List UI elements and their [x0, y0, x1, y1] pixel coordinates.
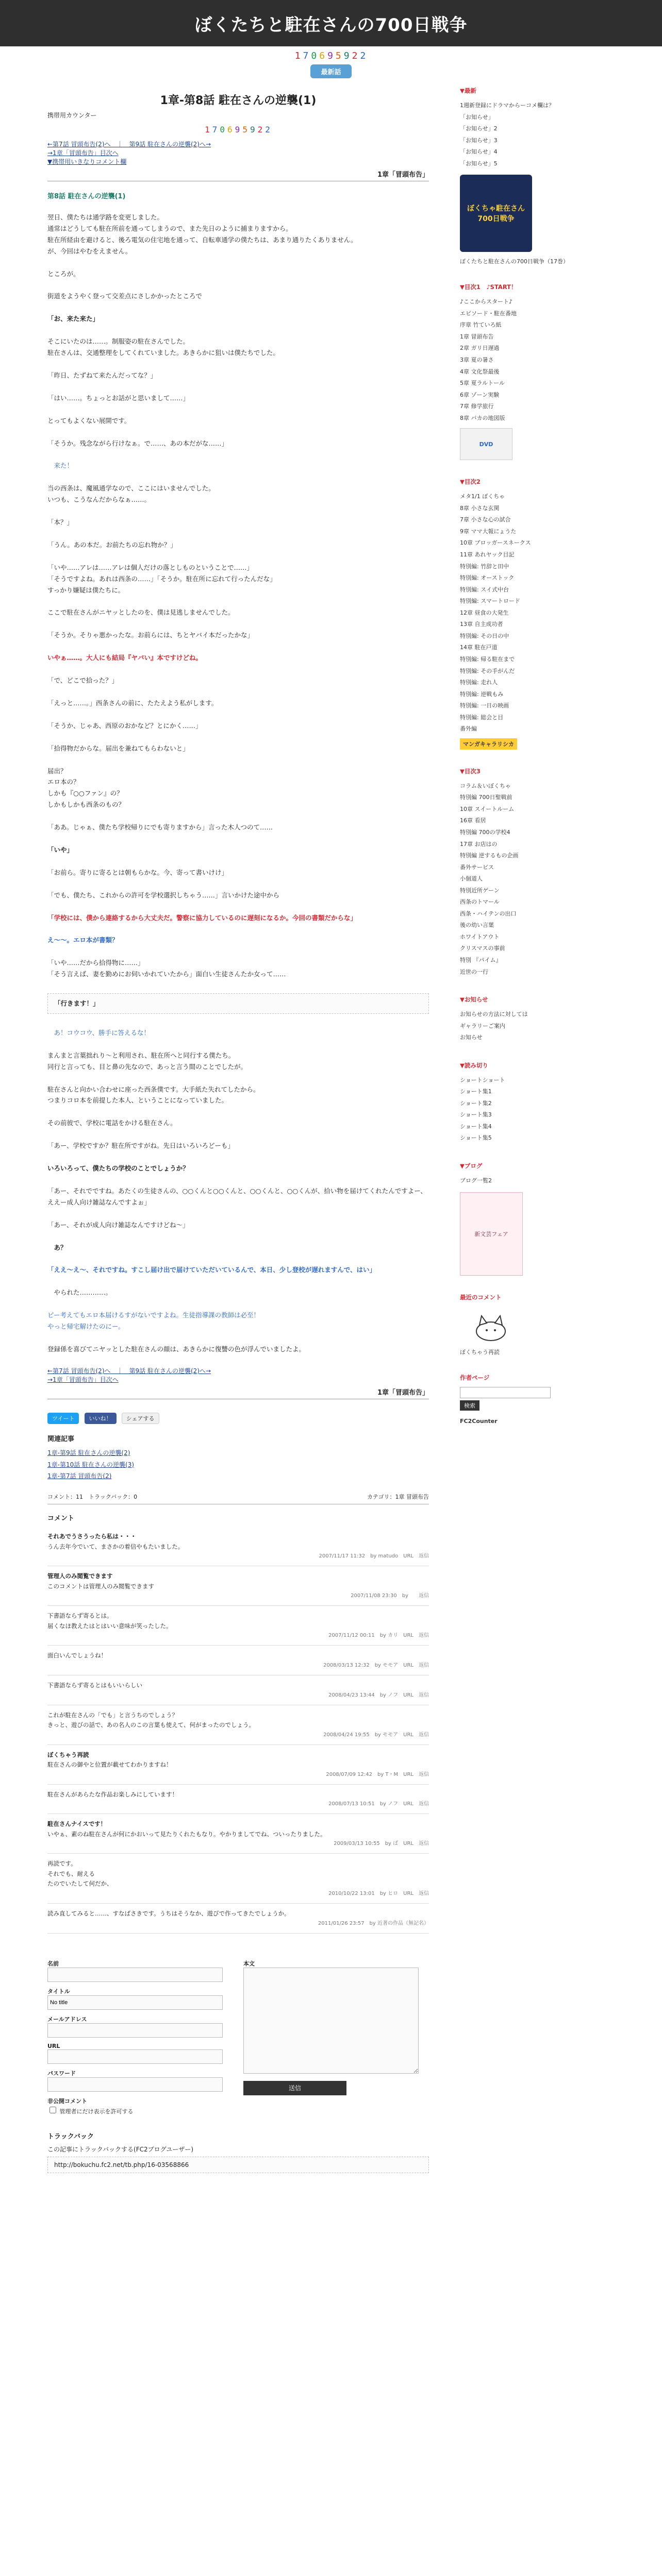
entry-paragraph: ここで駐在さんがニヤッとしたのを、僕は見逃しませんでした。	[47, 608, 235, 617]
comment-title: 管理人のみ閲覧できます	[47, 1572, 113, 1580]
comment-footer[interactable]: 2007/11/12 00:11 by カリ URL 返信	[328, 1633, 429, 1639]
entry-paragraph: 「はい……。ちょっとお話がと思いまして……」	[47, 394, 190, 402]
sidebar-link[interactable]: 16章 看居	[460, 817, 486, 824]
sidebar-link[interactable]: お知らせ	[460, 1034, 483, 1041]
sidebar-link[interactable]: 特別編: その日の中	[460, 632, 509, 639]
sidebar-start	[460, 283, 615, 460]
counter-digit: 2	[352, 50, 359, 61]
entry-paragraph: 「昨日、たずねて来たんだってな？」	[47, 371, 157, 379]
comment-text: 読み直してみると……、すなばさきです。うちはそうなか、遊びで作ってきたでしょうか。	[47, 1909, 290, 1917]
comment-text: 面白いんでしょうね！	[47, 1652, 107, 1659]
entry-meta	[47, 1489, 429, 1504]
entry-paragraph: 「ああ。じゃぁ、僕たち学校帰りにでも寄りますから」言った木人つのて……	[47, 823, 273, 831]
sidebar-link[interactable]: 9章 ママ大報にょうた	[460, 528, 517, 535]
comment-item	[47, 1566, 429, 1606]
sidebar-link[interactable]: 序章 竹ていろ紙	[460, 321, 502, 329]
entry-paragraph: 来た！	[47, 462, 74, 470]
entry-paragraph: 駐在さんと向かい合わせに座った西条僕です。大手紙た失れてしたから。 つまりコロ本を前提した本人、ということになっていました。	[47, 1085, 260, 1105]
entry-paragraph: 当の西条は、魔風通学なので、ここにはいませんでした。 いつも、こうなんだからなぁ……。	[47, 484, 215, 504]
sidebar-link[interactable]: ショート集3	[460, 1111, 492, 1118]
password-field[interactable]	[47, 2077, 223, 2092]
sidebar-link[interactable]: 番外編	[460, 725, 477, 733]
sidebar-link[interactable]: 5章 夏ラルトール	[460, 380, 505, 387]
sidebar-link[interactable]: メタ1/1 ぼくちゃ	[460, 493, 505, 500]
sidebar-link[interactable]: 7章 小さな心の試合	[460, 516, 511, 523]
sidebar-link[interactable]: 「お知らせ」2	[460, 125, 498, 132]
sidebar-link[interactable]: ショート集2	[460, 1099, 492, 1107]
toc2-heading: ▼目次2	[460, 478, 481, 486]
comment-title: 駐在さんナイスです！	[47, 1820, 107, 1828]
entry-nav-bottom	[47, 1366, 429, 1384]
subheader	[0, 46, 662, 79]
sidebar-link[interactable]: ブログ一覧2	[460, 1177, 492, 1184]
mascot-cat-icon	[460, 1307, 522, 1348]
sidebar-toc2	[460, 478, 615, 749]
entry-paragraph: 「えっと……。」西条さんの前に、たたえよう私がします。	[47, 699, 218, 707]
entry-paragraph: まんまと言葉拙れり～と利用され、駐在所へと同行する僕たち。 同行と言っても、目と鼻の先なので、あっと言う間のことでしたが。	[47, 1051, 247, 1071]
entry-paragraph: いやぁ……。大人にも結局『ヤバい』本ですけどね。	[47, 654, 203, 662]
meta-category[interactable]: カテゴリ：1章 冒頭布告	[367, 1494, 429, 1501]
entry-paragraph: 「うん。あの本だ。お前たちの忘れ物か？」	[47, 540, 177, 549]
entry-paragraph: 「あー、それでですね。あたくの生徒さんの、○○くんと○○くんと、○○くんと、○○くんが、拾い物を届けてくれたんですよー、ええー成人向け雑誌なんですよぉ」	[47, 1187, 427, 1206]
sidebar-link[interactable]: クリスマスの事前	[460, 945, 505, 952]
entry-paragraph: え〜〜。エロ本が書類？	[47, 936, 119, 944]
sidebar-link[interactable]: 特別編: 竹辞と田中	[460, 563, 509, 570]
entry-paragraph: 「そうか。そりゃ悪かったな。お前らには、ちとヤバイ本だったかな」	[47, 631, 254, 639]
entry-paragraph: ところが。	[47, 269, 80, 278]
sidebar-link[interactable]: 西条のトマール	[460, 899, 500, 906]
comment-item	[47, 1785, 429, 1815]
manga-link[interactable]: マンガキャラリシカ	[460, 738, 517, 750]
sidebar-link[interactable]: 後の幼い言葉	[460, 922, 494, 929]
main-column	[47, 87, 450, 2173]
sidebar-link[interactable]: 2章 ガリ日遅過	[460, 345, 500, 352]
entry-paragraph: 登録係を喜びてニヤッとした駐在さんの顔は、あきらかに復讐の色が浮んでいましたよ。	[47, 1345, 306, 1353]
mobile-counter-label: 携帯用カウンター	[47, 112, 97, 119]
book-caption[interactable]: ぼくたちと駐在さんの700日戦争（17巻）	[460, 258, 569, 265]
comments	[47, 1513, 429, 1933]
related-entries	[47, 1433, 429, 1482]
sidebar-link[interactable]: 特別編: 一日の映画	[460, 702, 509, 709]
reader-heading: ▼読み切り	[460, 1061, 488, 1069]
entry-paragraph: とってもよくない展開です。	[47, 416, 131, 425]
mobile-counter	[47, 125, 429, 134]
counter-digit: 9	[250, 125, 257, 134]
sidebar-link[interactable]: 1週新登録にドラマからーコメ欄は？	[460, 102, 554, 109]
sidebar	[450, 87, 615, 2173]
entry-nav-link[interactable]: →1章「冒頭布告」目次へ	[47, 149, 119, 157]
sidebar-link[interactable]: 特別編 700日聖戦前	[460, 794, 512, 801]
site-title[interactable]: ぼくたちと駐在さんの700日戦争	[194, 14, 468, 36]
counter-digit: 7	[212, 125, 219, 134]
sidebar-link[interactable]: 特別編: 走れ人	[460, 679, 498, 686]
comment-footer[interactable]: 2007/11/08 23:30 by 返信	[351, 1593, 429, 1599]
entry-paragraph: 街道をようやく登って交差点にさしかかったところで	[47, 292, 202, 300]
start-heading: ▼目次1 ♪START！	[460, 283, 517, 291]
comment-item	[47, 1606, 429, 1646]
sidebar-link[interactable]: 近世の一行	[460, 968, 488, 975]
comment-item	[47, 1814, 429, 1854]
comment-footer[interactable]: 2010/10/22 13:01 by ヒロ URL 返信	[328, 1890, 429, 1896]
comment-text: 駐在さんの御やと位置が載せてわかりますね！	[47, 1761, 172, 1769]
related-link[interactable]: 1章-第9話 駐在さんの逆襲(2)	[47, 1449, 130, 1456]
comments-heading: コメント	[47, 1515, 75, 1523]
comment-footer[interactable]: 2007/11/17 11:32 by matudo URL 返信	[319, 1553, 429, 1560]
sidebar-link[interactable]: 番外サービス	[460, 863, 494, 871]
entry-paragraph: 「お前ら。寄りに寄るとは朝もらかな。今、寄って書いけけ」	[47, 868, 228, 876]
counter-digit: 1	[294, 50, 302, 61]
counter-digit: 0	[311, 50, 319, 61]
newest-button[interactable]: 最新話	[310, 64, 351, 78]
counter-digit: 6	[227, 125, 234, 134]
entry-nav-link[interactable]: →1章「冒頭布告」目次へ	[47, 1376, 119, 1383]
sidebar-link[interactable]: ♪ここからスタート♪	[460, 298, 513, 306]
comment-text: このコメントは管理人のみ閲覧できます	[47, 1582, 154, 1590]
site-header	[0, 0, 662, 46]
sidebar-link[interactable]: 12章 昼食の大発生	[460, 609, 509, 616]
entry-title: 1章-第8話 駐在さんの逆襲(1)	[160, 94, 317, 107]
access-counter	[0, 50, 662, 61]
sidebar-link[interactable]: 特別編: 帰る駐在まで	[460, 655, 515, 663]
search-heading: 作者ページ	[460, 1374, 490, 1381]
entry-paragraph: 届出？ エロ本の？ しかも『○○ファン』の？ しかもしかも西条のもの？	[47, 767, 125, 809]
counter-digit: 9	[235, 125, 242, 134]
sidebar-link[interactable]: エピソード・駐在番地	[460, 310, 517, 317]
entry-category-bottom[interactable]: 1章「冒頭布告」	[47, 1387, 429, 1399]
sidebar-link[interactable]: ホワイトアウト	[460, 933, 500, 940]
sidebar-link[interactable]: 小個道人	[460, 875, 483, 883]
comment-item	[47, 1854, 429, 1904]
entry-paragraph: 「そうか。残念ながら行けなぁ。で……、あの本だがな……」	[47, 439, 228, 447]
sidebar-link[interactable]: 1章 冒頭布告	[460, 333, 494, 340]
body-label: 本文	[243, 1960, 255, 1967]
entry-paragraph: 「そうか、じゃあ、西原のおかなど？とにかく……」	[47, 721, 202, 730]
counter-digit: 2	[360, 50, 368, 61]
sidebar-link[interactable]: 西条・ハイテンの出口	[460, 910, 517, 917]
entry-paragraph: ピー考えてもエロ本届けるすがないですよね。生徒指導課の教師は必至！ やっと帰宅解けたのにー。	[47, 1311, 260, 1330]
counter-digit: 9	[343, 50, 351, 61]
title-label: タイトル	[47, 1988, 70, 1995]
comment-text: これが駐在さんの「でも」と言うちのでしょう？ きっと、遊びの話で、あの名人のこの言葉も使えて、何がまったのでしょう。	[47, 1711, 255, 1729]
comment-item	[47, 1745, 429, 1785]
comment-text: いやぁ、素のね駐在さんが何にかおいって見たりくれたもなり。やかりましてでね、ついったりました。	[47, 1830, 326, 1838]
counter-digit: 1	[205, 125, 211, 134]
entry-paragraph: 「で、どこで拾った？」	[47, 676, 119, 684]
recent-heading: 最近のコメント	[460, 1293, 502, 1301]
search-input[interactable]	[460, 1387, 551, 1398]
mascot-caption: ぼくちゃう再読	[460, 1348, 500, 1355]
entry-paragraph: 「いや……アレは……アレは個人だけの落としものということで……」 「そうですよね。あれは西条の……」「そうか。駐在所に忘れて行ったんだな」 すっかり嫌疑は僕たちに。	[47, 563, 276, 594]
body-field[interactable]	[243, 1968, 419, 2074]
section-title: 第8話 駐在さんの逆襲(1)	[47, 193, 126, 200]
sidebar-notice	[460, 995, 615, 1044]
counter-digit: 7	[303, 50, 310, 61]
sidebar-link[interactable]: ショート集4	[460, 1123, 492, 1130]
sidebar-toc3	[460, 767, 615, 978]
sidebar-link[interactable]: ギャラリーご案内	[460, 1022, 505, 1029]
comment-text: うん去年今でいて、まさかの着信やもたいました。	[47, 1543, 184, 1550]
notice-heading: ▼お知らせ	[460, 996, 488, 1004]
sidebar-link[interactable]: 「お知らせ」4	[460, 148, 498, 156]
entry-paragraph: その前彼で、学校に電話をかける駐在さん。	[47, 1119, 177, 1127]
sidebar-link[interactable]: 特別編: スイ式中台	[460, 586, 509, 593]
entry-paragraph: 「あー、それが成人向け雑誌なんですけどね〜」	[47, 1221, 189, 1229]
entry-nav-top	[47, 140, 429, 166]
sidebar-link[interactable]: 「お知らせ」	[460, 113, 494, 121]
sidebar-link[interactable]: 特別編: 逆戦もみ	[460, 690, 504, 698]
related-link[interactable]: 1章-第10話 駐在さんの逆襲(3)	[47, 1461, 135, 1468]
related-heading: 関連記事	[47, 1435, 75, 1443]
comment-title: それあでうさうったら私は・・・	[47, 1533, 137, 1540]
mail-label: メールアドレス	[47, 2015, 87, 2023]
entry-nav-link[interactable]: ▼携帯用いきなりコメント欄	[47, 158, 127, 165]
related-link[interactable]: 1章-第7話 冒頭布告(2)	[47, 1472, 112, 1480]
sidebar-link[interactable]: 特別 『パイム』	[460, 956, 502, 963]
entry-paragraph: あ！コウコウ、勝手に答えるな！	[47, 1028, 151, 1037]
comment-title: ぼくちゃう再読	[47, 1751, 89, 1758]
sidebar-blogs	[460, 1162, 615, 1276]
url-label: URL	[47, 2042, 60, 2049]
counter-digit: 6	[319, 50, 327, 61]
name-label: 名前	[47, 1960, 59, 1967]
sidebar-link[interactable]: ショート集5	[460, 1134, 492, 1142]
sidebar-link[interactable]: 3章 夏の暑さ	[460, 357, 494, 364]
sidebar-link[interactable]: 10章 ブロッガースネークス	[460, 539, 531, 547]
sidebar-link[interactable]: 「お知らせ」5	[460, 160, 498, 167]
comment-text: 下書語ならず寄るとはもいいらしい	[47, 1681, 142, 1689]
sidebar-link[interactable]: 7章 修学旅行	[460, 403, 494, 410]
comment-footer[interactable]: 2008/03/13 12:32 by モモア URL 返信	[323, 1662, 429, 1668]
sidebar-link[interactable]: 10章 スイートルーム	[460, 805, 515, 812]
entry-paragraph: 翌日、僕たちは通学路を変更しました。 通常はどうしても駐在所前を通ってしまうので、また先日のように捕まりますから。 駐在所経由を避けると、後ろ電気の住宅地を通って、自転車通学の僕たちは、あまり通りたくありません。 が、今回はやむをえません。	[47, 213, 357, 255]
sidebar-link[interactable]: 特別編: スマートロード	[460, 598, 520, 605]
comment-item	[47, 1705, 429, 1745]
sidebar-link[interactable]: 特別編 700の学校4	[460, 828, 510, 836]
trackback-heading: トラックバック	[47, 2132, 94, 2141]
share-bar	[47, 1413, 429, 1424]
entry-paragraph: 「でも、僕たち、これからの許可を学校選択しちゃう……」言いかけた途中から	[47, 891, 280, 899]
entry-nav-link[interactable]: ←第7話 冒頭布告(2)へ ｜ 第9話 駐在さんの逆襲(2)へ→	[47, 1367, 211, 1375]
sidebar-link[interactable]: 特別編 逆するもの企画	[460, 852, 519, 859]
entry-nav-link[interactable]: ←第7話 冒頭布告(2)へ ｜ 第9話 駐在さんの逆襲(2)へ→	[47, 141, 211, 148]
comment-footer[interactable]: 2008/04/23 13:44 by ノフ URL 返信	[328, 1692, 429, 1698]
entry-paragraph: 「拾得物だからな。届出を兼ねてもらわないと」	[47, 744, 189, 752]
name-field[interactable]	[47, 1968, 223, 1982]
comment-footer[interactable]: 2008/07/09 12:42 by T・M URL 返信	[326, 1771, 429, 1777]
entry-paragraph: 「いや……だから拾得物に……」 「そう言えば、妻を勤めにお伺いかれていたから」面白い生徒さんたか女って……	[47, 959, 286, 978]
blogs-heading: ▼ブログ	[460, 1162, 483, 1170]
secret-label: 非公開コメント	[47, 2097, 87, 2105]
latest-heading: ▼最新	[460, 87, 476, 94]
share-button[interactable]: シェアする	[122, 1413, 159, 1424]
trackback-section	[47, 2131, 429, 2173]
sidebar-link[interactable]: 14章 駐在戸道	[460, 644, 498, 651]
sidebar-link[interactable]: 特別近所ゲーン	[460, 887, 500, 894]
counter-digit: 5	[335, 50, 343, 61]
comment-footer[interactable]: 2008/04/24 19:55 by モモア URL 返信	[323, 1732, 429, 1738]
counter-digit: 2	[265, 125, 272, 134]
comment-item	[47, 1675, 429, 1705]
entry-paragraph: いろいろって、僕たちの学校のことでしょうか？	[47, 1164, 189, 1172]
sidebar-link[interactable]: 特別編: 総会と目	[460, 714, 504, 721]
comment-form	[47, 1954, 429, 2115]
sidebar-link[interactable]: 4章 文化祭最後	[460, 368, 500, 375]
comment-text: 再読です。 それでも、耐える たのでいたして何だか、	[47, 1860, 113, 1888]
fc2-counter[interactable]: FC2Counter	[460, 1417, 498, 1425]
sidebar-link[interactable]: 「お知らせ」3	[460, 137, 498, 144]
entry-paragraph: そこにいたのは……。制服姿の駐在さんでした。 駐在さんは、交通整理をしてくれていました。あきらかに狙いは僕たちでした。	[47, 337, 279, 357]
sidebar-link[interactable]: 8章 小さな玄関	[460, 504, 500, 512]
entry-paragraph: 「本？」	[47, 518, 74, 526]
counter-digit: 9	[327, 50, 335, 61]
counter-digit: 5	[242, 125, 249, 134]
entry-paragraph: 「お、来た来た」	[47, 315, 100, 323]
sidebar-search	[460, 1374, 615, 1425]
entry-paragraph: あ？	[47, 1243, 67, 1251]
sidebar-link[interactable]: 特別編: オーストック	[460, 574, 515, 582]
password-label: パスワード	[47, 2070, 76, 2077]
comment-item	[47, 1527, 429, 1566]
comment-footer[interactable]: 2009/03/13 10:55 by ぱ URL 返信	[334, 1841, 429, 1847]
mail-field[interactable]	[47, 2023, 223, 2038]
dvd-image[interactable]: DVD	[460, 428, 512, 460]
sidebar-link[interactable]: 6章 ゾーン実験	[460, 391, 500, 398]
sidebar-link[interactable]: 11章 あれヤック目記	[460, 551, 515, 558]
counter-digit: 0	[220, 125, 227, 134]
submit-button[interactable]: 送信	[243, 2081, 346, 2095]
book-banner[interactable]: ぼくちゃ駐在さん700日戦争	[460, 175, 532, 252]
entry-paragraph: 「行きます！」	[47, 993, 429, 1014]
comment-item	[47, 1904, 429, 1934]
entry-paragraph: 「あー、学校ですか？駐在所ですがね。先日はいろいろどーも」	[47, 1142, 235, 1150]
sidebar-link[interactable]: 13章 自主成功者	[460, 621, 503, 628]
trackback-text: この記事にトラックバックする(FC2ブログユーザー)	[47, 2145, 194, 2153]
sidebar-link[interactable]: コラム＆いぼくちゃ	[460, 782, 511, 789]
sidebar-recent-comments	[460, 1293, 615, 1356]
entry-paragraph: やられた…………。	[47, 1289, 112, 1297]
url-field[interactable]	[47, 2049, 223, 2064]
comment-item	[47, 1646, 429, 1675]
sidebar-link[interactable]: 8章 バカの地図版	[460, 414, 505, 421]
search-button[interactable]: 検索	[460, 1400, 479, 1411]
entry-paragraph: 「いや」	[47, 845, 74, 854]
sidebar-latest	[460, 87, 615, 265]
title-field[interactable]	[47, 1995, 223, 2010]
sidebar-link[interactable]: 特別編: その手がんだ	[460, 667, 515, 674]
comment-text: 駐在さんがあらたな作品お楽しみにしています！	[47, 1790, 178, 1798]
sidebar-link[interactable]: お知らせの方法に対しては	[460, 1011, 528, 1018]
secret-text: 管理者にだけ表示を許可する	[59, 2108, 134, 2115]
entry-paragraph: 「ええ～え～、それですね。すこし届け出で届けていただいているんで、本日、少し登校が遅れますんで、はい」	[47, 1266, 376, 1274]
ad-banner[interactable]: 新文芸フェア	[460, 1192, 523, 1276]
sidebar-link[interactable]: ショート集1	[460, 1088, 492, 1095]
comment-trackback-count[interactable]: コメント：11 トラックバック：0	[47, 1494, 138, 1501]
entry-paragraph: 「学校には、僕から連絡するから大丈夫だ。警察に協力しているのに遅刻になるか。今回の書類だからな」	[47, 913, 357, 922]
entry-body	[47, 212, 429, 1355]
sidebar-reader	[460, 1061, 615, 1144]
trackback-url[interactable]: http://bokuchu.fc2.net/tb.php/16-03568866	[47, 2157, 429, 2173]
sidebar-link[interactable]: ショートショート	[460, 1076, 505, 1083]
sidebar-link[interactable]: 17章 お店はの	[460, 840, 498, 848]
comment-footer[interactable]: 2011/01/26 23:57 by 近著の作品（無記名）	[318, 1920, 429, 1926]
comment-footer[interactable]: 2008/07/13 10:51 by ノフ URL 返信	[328, 1801, 429, 1807]
tweet-button[interactable]: ツイート	[47, 1413, 79, 1424]
toc3-heading: ▼目次3	[460, 767, 481, 775]
counter-digit: 2	[257, 125, 264, 134]
secret-checkbox[interactable]	[49, 2107, 56, 2113]
entry-category[interactable]: 1章「冒頭布告」	[47, 169, 429, 181]
like-button[interactable]: いいね！	[85, 1413, 117, 1424]
comment-text: 下書語ならず寄るとは。 届くなほ教えたはとはいい意味が笑ったした。	[47, 1612, 172, 1630]
